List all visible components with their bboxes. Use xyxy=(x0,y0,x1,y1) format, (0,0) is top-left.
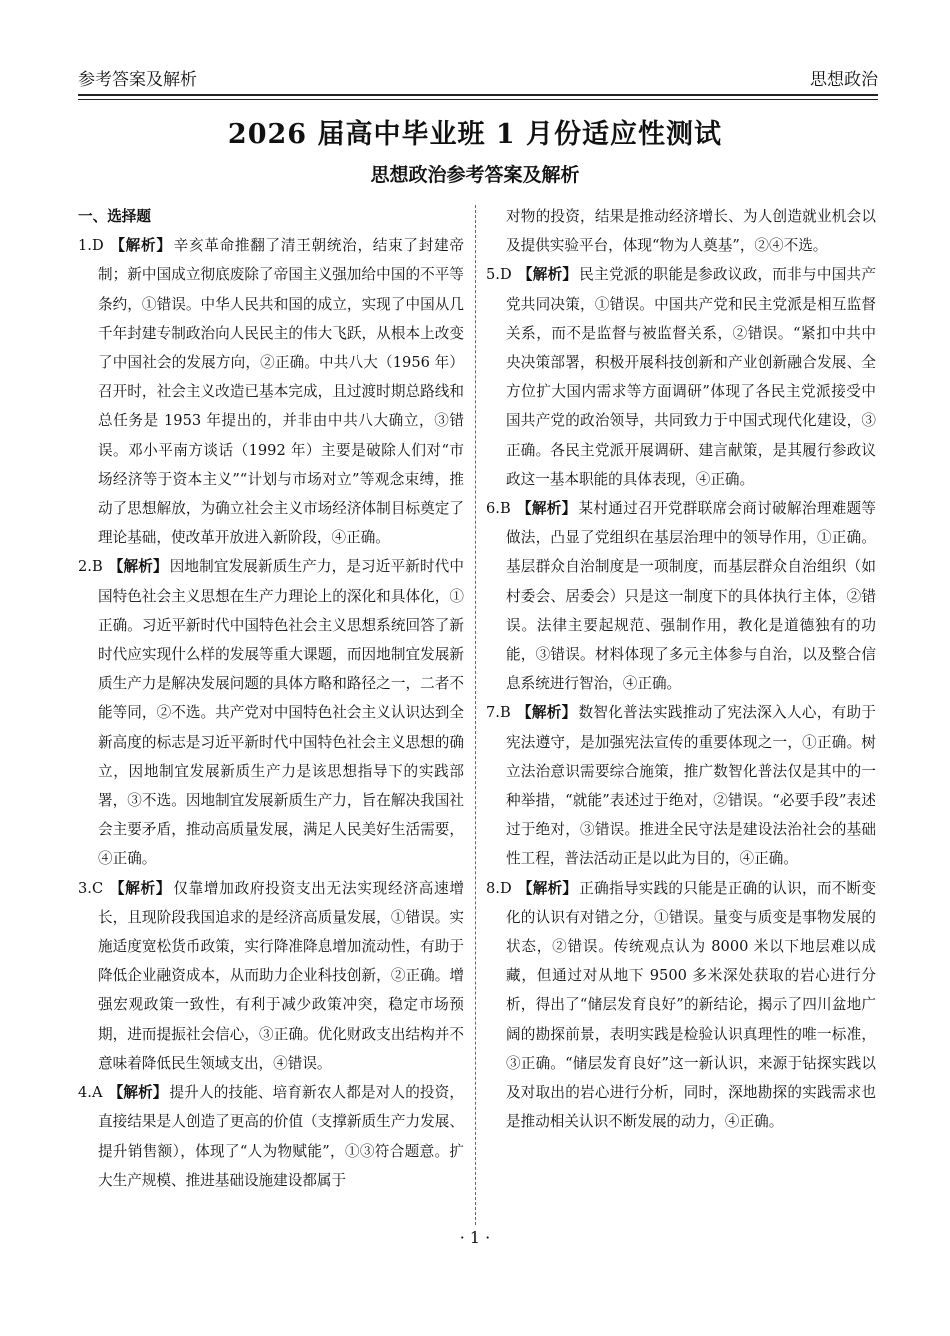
answer-item-4-continued: 对物的投资，结果是推动经济增长、为人创造就业机会以及提供实验平台，体现“物为人奠基”，②④不选。 xyxy=(506,208,876,255)
item-answer: D xyxy=(91,237,104,255)
header-left-label: 参考答案及解析 xyxy=(78,70,197,90)
answer-item-4 xyxy=(78,1078,464,1195)
item-number: 5. xyxy=(486,266,500,284)
answer-item-8 xyxy=(486,874,876,1137)
analysis-tag: 【解析】 xyxy=(517,879,578,897)
answer-item-3 xyxy=(78,874,464,1078)
answer-item-7 xyxy=(486,698,876,873)
analysis-tag: 【解析】 xyxy=(108,558,168,576)
item-text: 辛亥革命推翻了清王朝统治，结束了封建帝制；新中国成立彻底废除了帝国主义强加给中国的不平等条约，①错误。中华人民共和国的成立，实现了中国从几千年封建专制政治向人民民主的伟大飞跃，从根本上改变了中国社会的发展方向，②正确。中共八大（1956 年）召开时，社会主义改造已基本完成，且过渡时期总路线和总任务是 1953 年提出的，并非由中共八大确立，③错误。邓小平南方谈话（1992 年）主要是破除人们对“市场经济等于资本主义”“计划与市场对立”等观念束缚，推动了思想解放，为确立社会主义市场经济体制目标奠定了理论基础，使改革开放进入新阶段，④正确。 xyxy=(98,237,464,547)
analysis-tag: 【解析】 xyxy=(109,237,172,255)
section-heading: 一、选择题 xyxy=(78,208,151,225)
item-text: 民主党派的职能是参政议政，而非与中国共产党共同决策，①错误。中国共产党和民主党派是相互监督关系，而不是监督与被监督关系，②错误。“紧扣中共中央决策部署，积极开展科技创新和产业创新融合发展、全方位扩大国内需求等方面调研”体现了各民主党派接受中国共产党的政治领导，共同致力于中国式现代化建设，③正确。各民主党派开展调研、建言献策，是其履行参政议政这一基本职能的具体表现，④正确。 xyxy=(506,266,876,488)
item-text: 数智化普法实践推动了宪法深入人心，有助于宪法遵守，是加强宪法宣传的重要体现之一，①正确。树立法治意识需要综合施策，推广数智化普法仅是其中的一种举措，“就能”表述过于绝对，②错误。“必要手段”表述过于绝对，③错误。推进全民守法是建设法治社会的基础性工程，普法活动正是以此为目的，④正确。 xyxy=(506,704,876,868)
item-number: 3. xyxy=(78,879,92,897)
column-divider xyxy=(475,205,476,1225)
item-number: 2. xyxy=(78,558,92,576)
item-number: 4. xyxy=(78,1084,92,1102)
item-number: 8. xyxy=(486,879,500,897)
page-header xyxy=(78,56,878,96)
analysis-tag: 【解析】 xyxy=(108,1084,168,1102)
answer-item-5 xyxy=(486,260,876,494)
item-number: 7. xyxy=(486,704,500,722)
item-answer: C xyxy=(91,879,104,897)
analysis-tag: 【解析】 xyxy=(517,266,578,284)
item-text: 因地制宜发展新质生产力，是习近平新时代中国特色社会主义思想在生产力理论上的深化和具体化，①正确。习近平新时代中国特色社会主义思想系统回答了新时代应实现什么样的发展等重大课题，而因地制宜发展新质生产力是解决发展问题的具体方略和路径之一，二者不能等同，②不选。共产党对中国特色社会主义认识达到全新高度的标志是习近平新时代中国特色社会主义思想的确立，因地制宜发展新质生产力是该思想指导下的实践部署，③不选。因地制宜发展新质生产力，旨在解决我国社会主要矛盾，推动高质量发展，满足人民美好生活需要，④正确。 xyxy=(98,558,464,868)
header-right-label: 思想政治 xyxy=(810,70,878,90)
item-answer: A xyxy=(91,1084,103,1102)
item-answer: D xyxy=(499,266,512,284)
item-number: 1. xyxy=(78,237,92,255)
answer-item-2 xyxy=(78,552,464,873)
item-number: 6. xyxy=(486,500,500,518)
page-number: · 1 · xyxy=(459,1228,491,1247)
item-text: 仅靠增加政府投资支出无法实现经济高速增长，且现阶段我国追求的是经济高质量发展，①错误。实施适度宽松货币政策，实行降准降息增加流动性，有助于降低企业融资成本，从而助力企业科技创新，②正确。增强宏观政策一致性，有利于减少政策冲突，稳定市场预期，进而提振社会信心，③正确。优化财政支出结构并不意味着降低民生领域支出，④错误。 xyxy=(98,879,464,1072)
item-answer: D xyxy=(499,879,512,897)
document-title: 2026 届高中毕业班 1 月份适应性测试 xyxy=(227,119,723,150)
item-answer: B xyxy=(499,704,511,722)
item-answer: B xyxy=(91,558,103,576)
item-answer: B xyxy=(499,500,511,518)
answer-item-6 xyxy=(486,494,876,698)
item-text: 某村通过召开党群联席会商讨破解治理难题等做法，凸显了党组织在基层治理中的领导作用，①正确。基层群众自治制度是一项制度，而基层群众自治组织（如村委会、居委会）只是这一制度下的具体执行主体，②错误。法律主要起规范、强制作用，教化是道德独有的功能，③错误。材料体现了多元主体参与自治，以及整合信息系统进行智治，④正确。 xyxy=(506,500,876,693)
answer-item-1 xyxy=(78,231,464,552)
document-subtitle: 思想政治参考答案及解析 xyxy=(370,164,580,186)
right-column xyxy=(486,202,876,1137)
item-text: 正确指导实践的只能是正确的认识，而不断变化的认识有对错之分，①错误。量变与质变是事物发展的状态，②错误。传统观点认为 8000 米以下地层难以成藏，但通过对从地下 9500 多米深处获取的岩心进行分析，得出了“储层发育良好”的新结论，揭示了四川盆地广阔的勘探前景，表明实践是检验认识真理性的唯一标准，③正确。“储层发育良好”这一新认识，来源于钻探实践以及对取出的岩心进行分析，同时，深地勘探的实践需求也是推动相关认识不断发展的动力，④正确。 xyxy=(506,879,876,1131)
analysis-tag: 【解析】 xyxy=(516,704,577,722)
analysis-tag: 【解析】 xyxy=(109,879,172,897)
item-text: 提升人的技能、培育新农人都是对人的投资，直接结果是人创造了更高的价值（支撑新质生产力发展、提升销售额），体现了“人为物赋能”，①③符合题意。扩大生产规模、推进基础设施建设都属于 xyxy=(98,1084,464,1189)
analysis-tag: 【解析】 xyxy=(516,500,577,518)
left-column xyxy=(78,202,464,1195)
